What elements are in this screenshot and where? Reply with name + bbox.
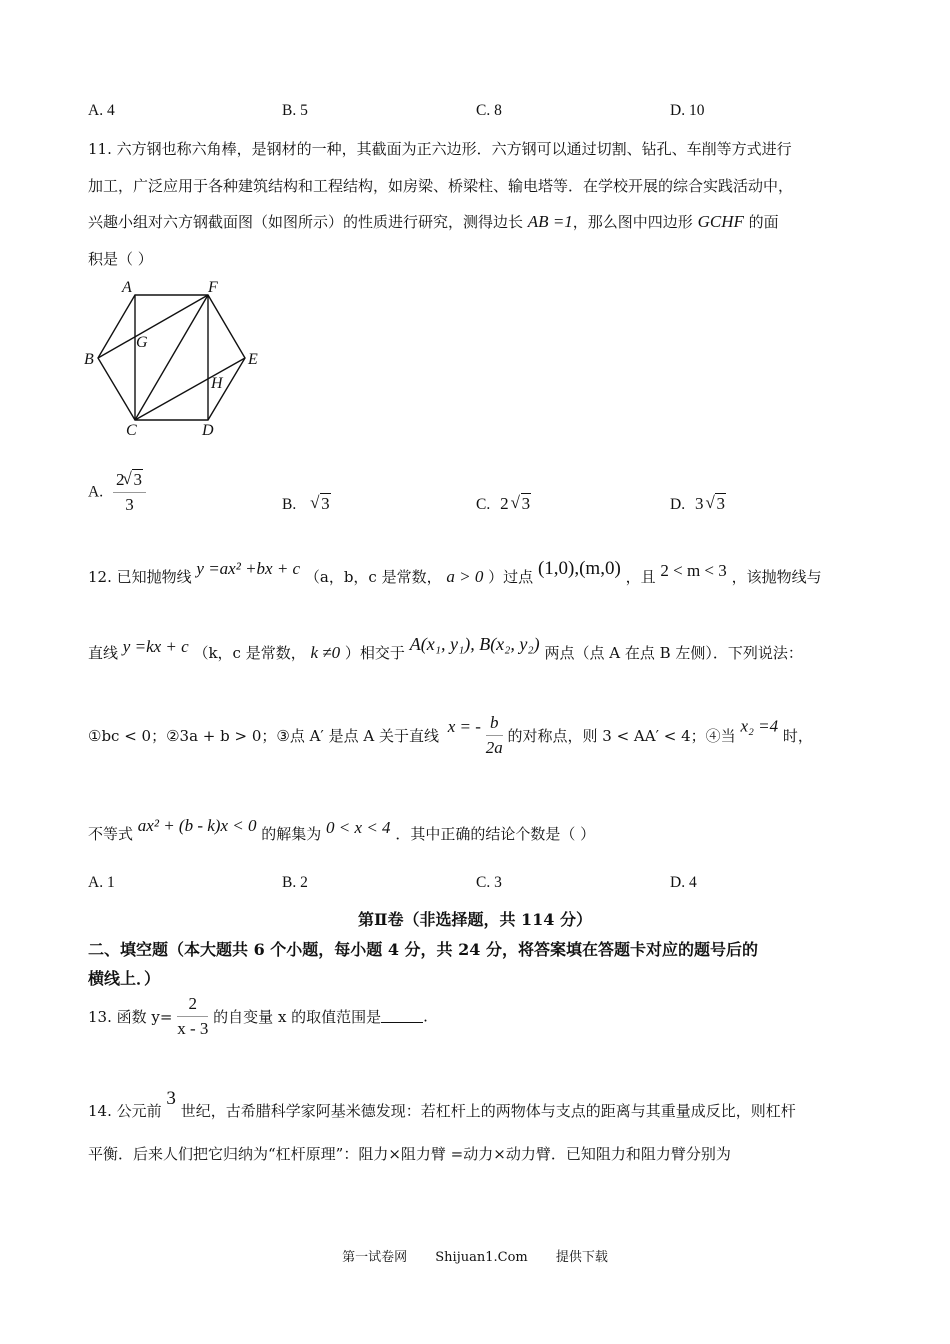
q11-option-b-label: B.	[282, 496, 297, 513]
q12-axis-den: 2a	[485, 738, 503, 757]
q11-line-1: 11. 六方钢也称六角棒，是钢材的一种，其截面为正六边形．六方钢可以通过切割、钻孔、车削等方式进行	[88, 140, 792, 158]
q12-points: (1,0),(m,0)	[537, 558, 621, 579]
q12-l1-mid: （a，b，c 是常数，	[304, 568, 442, 586]
q11-option-c-rad: 3	[521, 494, 531, 513]
q12-line-2	[88, 634, 803, 663]
q12-line-equation: y =kx + c	[122, 637, 189, 656]
q11-line-2: 加工，广泛应用于各种建筑结构和工程结构，如房梁、桥梁柱、输电塔等．在学校开展的综合实践活动中，	[88, 177, 794, 195]
q13-post: 的自变量 x 的取值范围是	[213, 1008, 382, 1026]
q12-l1-mid3: ，且	[625, 568, 656, 586]
q12-parabola-equation: y =ax² +bx + c	[196, 559, 301, 578]
q13-frac-den: x - 3	[177, 1019, 209, 1038]
section-2-title: 第Ⅱ卷（非选择题，共 114 分）	[357, 910, 593, 929]
q10-option-b: B. 5	[282, 102, 308, 119]
q12-m-range: 2 < m < 3	[660, 561, 727, 580]
footer-left: 第一试卷网	[342, 1250, 408, 1265]
q12-k-condition: k ≠0	[310, 643, 341, 662]
q12-inequality: ax² + (b - k)x < 0	[137, 816, 257, 835]
q12-intersection-points: A(x₁, y₁), B(x₂, y₂)	[409, 634, 540, 654]
q12-l2-mid: （k，c 是常数，	[193, 644, 306, 662]
q12-l4-pre: 不等式	[88, 825, 134, 843]
q12-l3-s3: 时，	[782, 727, 813, 745]
q12-l2-post: 两点（点 A 在点 B 左侧）．下列说法：	[544, 644, 803, 662]
q12-option-a: A. 1	[88, 874, 115, 891]
q12-l3-s1: ①bc < 0；②3a + b > 0；③点 A′ 是点 A 关于直线	[88, 727, 439, 745]
q13-answer-blank[interactable]	[381, 1008, 423, 1023]
q10-option-a: A. 4	[88, 102, 115, 119]
q12-a-condition: a > 0	[446, 567, 484, 586]
q11-line-3-mid: ，那么图中四边形	[572, 213, 693, 231]
q11-option-a-num: 2	[115, 470, 125, 489]
label-d: D	[202, 422, 214, 439]
q14-line-1	[88, 1088, 796, 1121]
q14-l1-post: 世纪，古希腊科学家阿基米德发现：若杠杆上的两物体与支点的距离与其重量成反比，则杠杆	[180, 1102, 796, 1120]
q11-quadrilateral-name: GCHF	[697, 212, 744, 231]
q12-axis-num: b	[486, 713, 503, 736]
section-2-heading-line-2: 横线上．）	[88, 969, 161, 988]
q13-line	[88, 994, 428, 1039]
q12-l4-post: ．其中正确的结论个数是（ ）	[395, 825, 596, 843]
q11-option-d-rad: 3	[716, 494, 725, 513]
q14-l1-pre: 14. 公元前	[88, 1102, 162, 1120]
label-a: A	[122, 279, 132, 296]
q12-line-4	[88, 816, 595, 844]
q11-option-d-label: D.	[670, 496, 686, 513]
q11-option-a-rad: 3	[133, 470, 142, 489]
q11-option-a	[88, 470, 146, 515]
q12-option-b: B. 2	[282, 874, 308, 891]
segment-be	[98, 295, 208, 358]
q12-l1-pre: 12. 已知抛物线	[88, 568, 192, 586]
q11-option-c-label: C.	[476, 496, 491, 513]
q14-century: 3	[166, 1088, 176, 1109]
q11-option-d	[670, 494, 726, 514]
q11-ab-equation: AB =1	[527, 212, 573, 231]
q12-option-c: C. 3	[476, 874, 502, 891]
label-e: E	[248, 351, 258, 368]
q10-option-c: C. 8	[476, 102, 502, 119]
q11-line-3	[88, 211, 779, 232]
label-h: H	[211, 375, 223, 392]
hexagon-figure	[80, 275, 270, 440]
label-f: F	[208, 279, 218, 296]
q11-option-c-coef: 2	[500, 494, 509, 513]
q12-l4-mid: 的解集为	[261, 825, 322, 843]
q12-x2-value: x₂ =4	[740, 716, 779, 736]
q12-line-1	[88, 558, 822, 587]
q13-pre: 13. 函数 y=	[88, 1008, 173, 1026]
q13-frac-num: 2	[177, 994, 208, 1017]
q14-line-2: 平衡．后来人们把它归纳为“杠杆原理”：阻力×阻力臂 =动力×动力臂．已知阻力和阻力臂分别为	[88, 1145, 731, 1163]
footer-right: 提供下载	[555, 1250, 608, 1265]
q11-line-3-pre: 兴趣小组对六方钢截面图（如图所示）的性质进行研究，测得边长	[88, 213, 524, 231]
q12-axis-x: x = -	[447, 716, 481, 736]
segment-cf	[135, 295, 208, 420]
q12-solution-set: 0 < x < 4	[326, 818, 391, 837]
q12-line-3	[88, 713, 813, 758]
q11-line-4: 积是（ ）	[88, 250, 153, 268]
label-c: C	[126, 422, 137, 439]
section-2-heading-line-1: 二、填空题（本大题共 6 个小题，每小题 4 分，共 24 分，将答案填在答题卡对应的题号后的	[88, 940, 758, 959]
q11-option-b-rad: 3	[321, 494, 330, 513]
q11-option-a-den: 3	[125, 495, 134, 514]
q12-l1-post: ，该抛物线与	[731, 568, 822, 586]
label-b: B	[84, 351, 94, 368]
q12-l1-mid2: ）过点	[488, 568, 534, 586]
q11-option-d-coef: 3	[694, 494, 704, 513]
page-footer	[0, 1246, 950, 1265]
segment-ce	[135, 358, 245, 420]
q11-option-c	[476, 494, 531, 514]
q11-option-a-label: A.	[88, 483, 104, 501]
q12-l3-s2: 的对称点，则 3 < AA′ < 4；④当	[507, 727, 736, 745]
footer-mid: Shijuan1.Com	[435, 1250, 528, 1265]
q13-end: .	[423, 1007, 428, 1026]
q10-option-d: D. 10	[670, 102, 705, 119]
q12-l2-pre: 直线	[88, 644, 119, 662]
label-g: G	[136, 334, 148, 351]
q11-line-3-post: 的面	[748, 213, 779, 231]
q12-l2-mid2: ）相交于	[344, 644, 405, 662]
q11-option-b	[282, 494, 331, 514]
q12-option-d: D. 4	[670, 874, 697, 891]
